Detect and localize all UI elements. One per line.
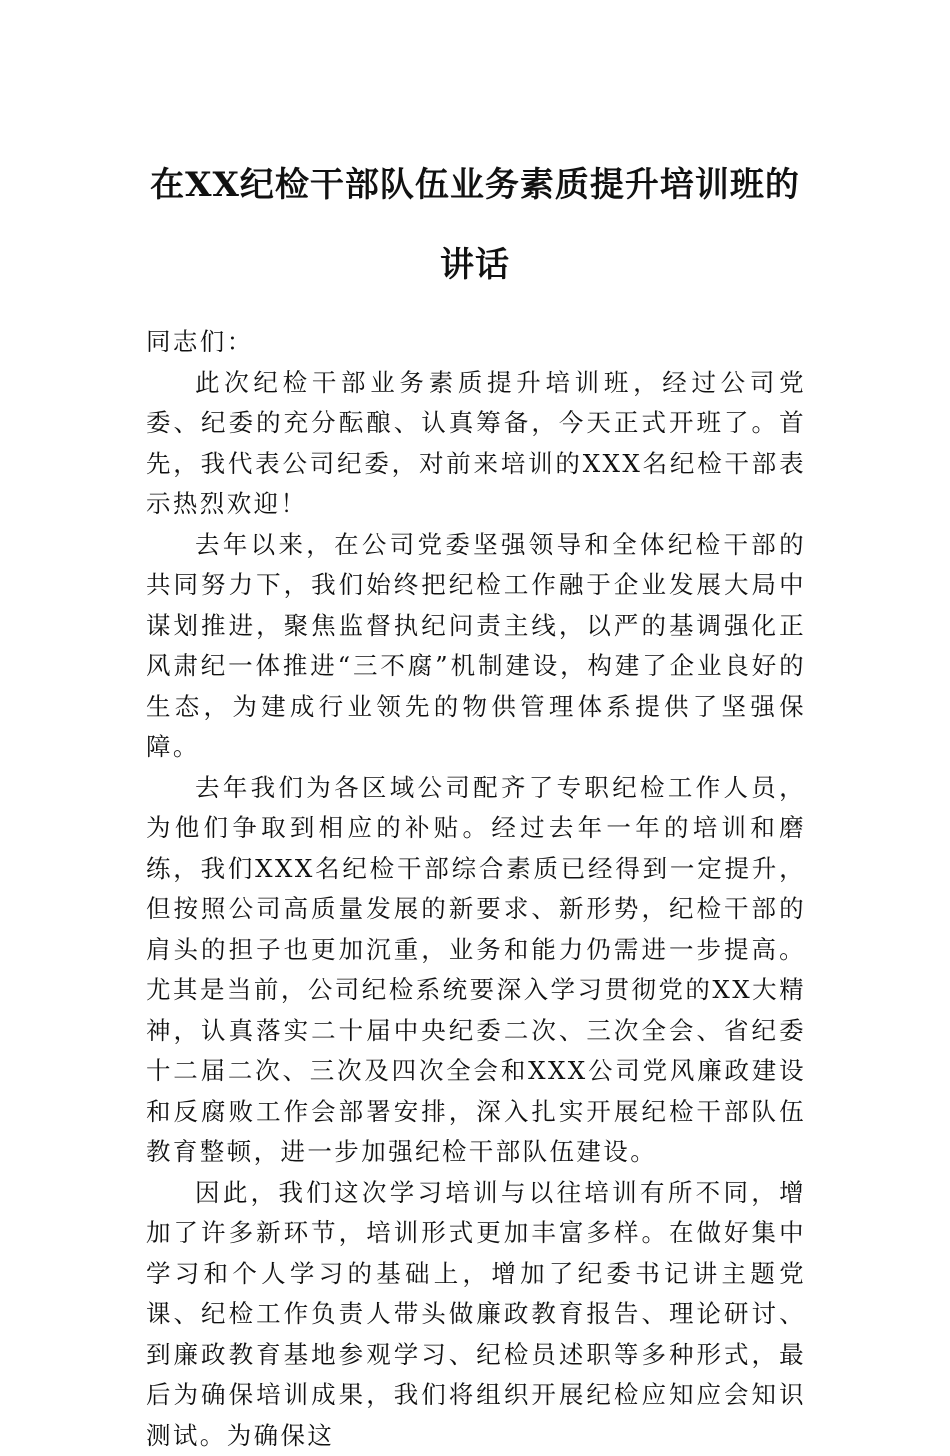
- title-line-2: 讲话: [140, 225, 810, 305]
- paragraph-2: 去年以来，在公司党委坚强领导和全体纪检干部的共同努力下，我们始终把纪检工作融于企业发展大局中谋划推进，聚焦监督执纪问责主线，以严的基调强化正风肃纪一体推进“三不腐”机制建设，构建了企业良好的生态，为建成行业领先的物供管理体系提供了坚强保障。: [146, 525, 806, 768]
- document-title: [140, 145, 810, 305]
- document-body: [146, 322, 806, 1456]
- paragraph-3: 去年我们为各区域公司配齐了专职纪检工作人员，为他们争取到相应的补贴。经过去年一年的培训和磨练，我们XXX名纪检干部综合素质已经得到一定提升，但按照公司高质量发展的新要求、新形势，纪检干部的肩头的担子也更加沉重，业务和能力仍需进一步提高。尤其是当前，公司纪检系统要深入学习贯彻党的XX大精神，认真落实二十届中央纪委二次、三次全会、省纪委十二届二次、三次及四次全会和XXX公司党风廉政建设和反腐败工作会部署安排，深入扎实开展纪检干部队伍教育整顿，进一步加强纪检干部队伍建设。: [146, 768, 806, 1173]
- salutation: 同志们：: [146, 322, 806, 363]
- paragraph-4: 因此，我们这次学习培训与以往培训有所不同，增加了许多新环节，培训形式更加丰富多样。在做好集中学习和个人学习的基础上，增加了纪委书记讲主题党课、纪检工作负责人带头做廉政教育报告、理论研讨、到廉政教育基地参观学习、纪检员述职等多种形式，最后为确保培训成果，我们将组织开展纪检应知应会知识测试。为确保这: [146, 1173, 806, 1456]
- paragraph-1: 此次纪检干部业务素质提升培训班，经过公司党委、纪委的充分酝酿、认真筹备，今天正式开班了。首先，我代表公司纪委，对前来培训的XXX名纪检干部表示热烈欢迎！: [146, 363, 806, 525]
- title-line-1: 在XX纪检干部队伍业务素质提升培训班的: [140, 145, 810, 225]
